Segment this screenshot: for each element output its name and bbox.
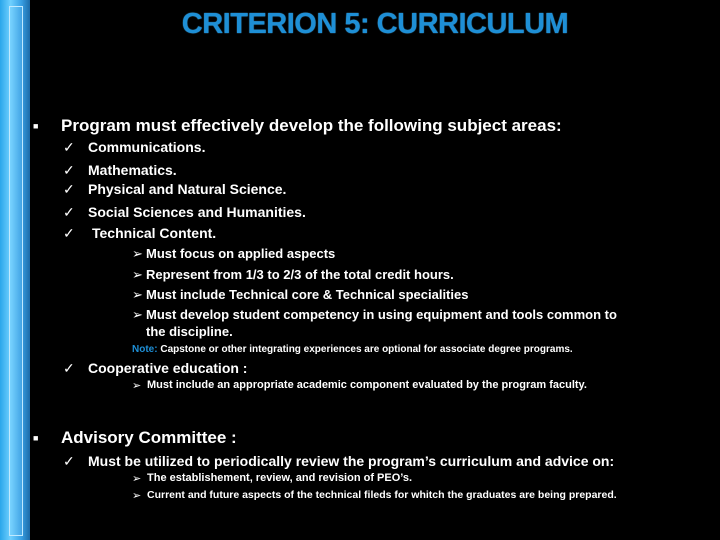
advisory-point: Current and future aspects of the technical fileds for whitch the graduates are being prepared. xyxy=(147,489,617,501)
arrow-right-icon: ➢ xyxy=(132,267,143,282)
arrow-right-icon: ➢ xyxy=(132,287,143,302)
arrow-right-icon: ➢ xyxy=(132,307,143,322)
technical-point: Must include Technical core & Technical specialities xyxy=(146,287,469,302)
square-bullet-icon: ■ xyxy=(33,433,39,443)
checkmark-icon: ✓ xyxy=(63,162,75,178)
arrow-right-icon: ➢ xyxy=(132,473,142,485)
note-label: Note: xyxy=(132,344,158,355)
checkmark-icon: ✓ xyxy=(63,139,75,155)
subject-item: Social Sciences and Humanities. xyxy=(88,204,306,220)
subject-item: Mathematics. xyxy=(88,162,177,178)
subject-item: Communications. xyxy=(88,139,206,155)
checkmark-icon: ✓ xyxy=(63,225,75,241)
square-bullet-icon: ■ xyxy=(33,121,39,131)
advisory-point: The establishement, review, and revision of PEO’s. xyxy=(147,472,413,484)
arrow-right-icon: ➢ xyxy=(132,490,142,502)
subject-item: Physical and Natural Science. xyxy=(88,181,287,197)
checkmark-icon: ✓ xyxy=(63,360,75,376)
side-accent-bar xyxy=(0,0,30,540)
section2-heading: Advisory Committee : xyxy=(61,428,237,447)
note-text: Capstone or other integrating experiences are optional for associate degree programs. xyxy=(160,344,573,355)
checkmark-icon: ✓ xyxy=(63,181,75,197)
side-accent-bar-frame xyxy=(9,6,23,536)
slide-title: CRITERION 5: CURRICULUM xyxy=(181,8,569,40)
technical-point: Must focus on applied aspects xyxy=(146,246,336,261)
subject-item: Technical Content. xyxy=(92,225,217,241)
advisory-item: Must be utilized to periodically review the program’s curriculum and advice on: xyxy=(88,453,615,469)
coop-label: Cooperative education : xyxy=(88,360,248,376)
technical-point: Must develop student competency in using equipment and tools common to xyxy=(146,307,617,322)
technical-point: Represent from 1/3 to 2/3 of the total credit hours. xyxy=(146,267,454,282)
checkmark-icon: ✓ xyxy=(63,204,75,220)
arrow-right-icon: ➢ xyxy=(132,246,143,261)
arrow-right-icon: ➢ xyxy=(132,380,142,392)
technical-point-continuation: the discipline. xyxy=(146,324,233,339)
section1-heading: Program must effectively develop the following subject areas: xyxy=(61,116,562,135)
checkmark-icon: ✓ xyxy=(63,453,75,469)
coop-point: Must include an appropriate academic component evaluated by the program faculty. xyxy=(147,379,587,391)
note-line xyxy=(132,344,573,355)
